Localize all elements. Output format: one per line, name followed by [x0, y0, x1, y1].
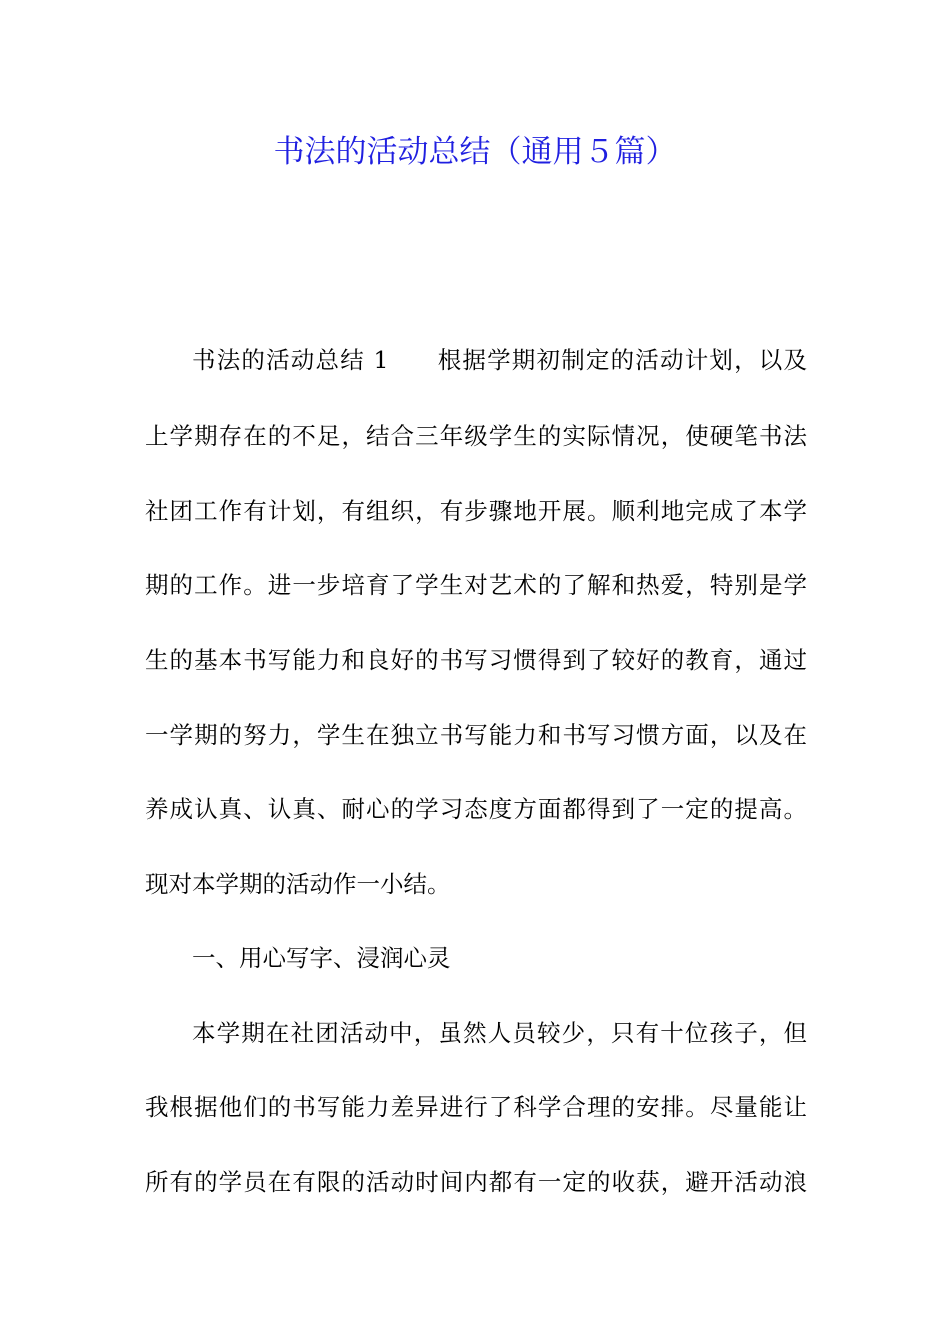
subheading-line: 一、用心写字、浸润心灵 — [192, 944, 451, 972]
paragraph-line-5: 生的基本书写能力和良好的书写习惯得到了较好的教育，通过 — [145, 646, 807, 674]
paragraph-line-1 — [192, 342, 807, 378]
paragraph-line-7: 养成认真、认真、耐心的学习态度方面都得到了一定的提高。 — [145, 795, 807, 823]
paragraph-line-3: 社团工作有计划，有组织，有步骤地开展。顺利地完成了本学 — [145, 497, 807, 525]
paragraph-text: 根据学期初制定的活动计划，以及 — [436, 346, 807, 374]
paragraph-line-11: 所有的学员在有限的活动时间内都有一定的收获，避开活动浪 — [145, 1168, 807, 1196]
paragraph-line-2: 上学期存在的不足，结合三年级学生的实际情况，使硬笔书法 — [145, 422, 807, 450]
section-heading: 书法的活动总结 1 — [192, 346, 389, 374]
paragraph-line-8: 现对本学期的活动作一小结。 — [145, 870, 451, 898]
paragraph-line-6: 一学期的努力，学生在独立书写能力和书写习惯方面，以及在 — [145, 721, 807, 749]
paragraph-line-9: 本学期在社团活动中，虽然人员较少，只有十位孩子，但 — [192, 1019, 807, 1047]
paragraph-line-10: 我根据他们的书写能力差异进行了科学合理的安排。尽量能让 — [145, 1093, 807, 1121]
document-title: 书法的活动总结（通用５篇） — [273, 134, 677, 170]
paragraph-line-4: 期的工作。进一步培育了学生对艺术的了解和热爱，特别是学 — [145, 571, 807, 599]
